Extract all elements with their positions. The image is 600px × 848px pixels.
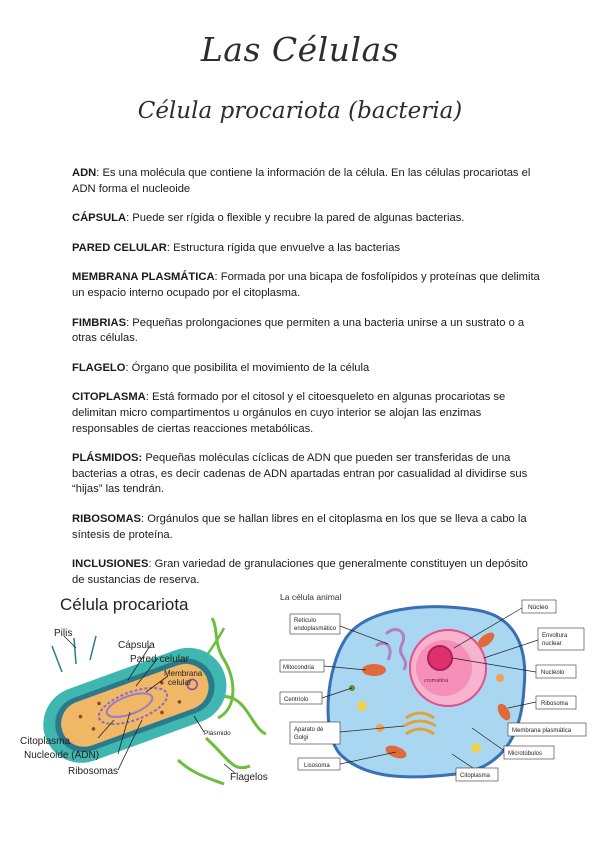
label-envoltura-2: nuclear — [542, 641, 562, 647]
label-ribosomas: Ribosomas — [68, 766, 119, 777]
term: RIBOSOMAS — [72, 512, 141, 525]
term: PARED CELULAR — [72, 241, 167, 254]
prokaryote-diagram — [18, 588, 270, 788]
definition-citoplasma: CITOPLASMA: Está formado por el citosol y el citoesqueleto en algunas procariotas se delimitan micro compartimentos u orgánulos en cuyo interior se alojan las enzimas responsables de ciertas reacciones metabólicas. — [72, 391, 506, 435]
term: ADN — [72, 167, 97, 179]
definition-text: Estructura rígida que envuelve a las bacterias — [170, 241, 401, 254]
pilus — [52, 646, 62, 672]
label-envoltura: Envoltura — [542, 633, 568, 639]
label-membrana-plasmatica: Membrana plasmática — [512, 728, 572, 734]
definition-membrana: MEMBRANA PLASMÁTICA: Formada por una bicapa de fosfolípidos y proteínas que delimita un espacio interno ocupado por el citoplasma. — [72, 271, 540, 299]
vesicle — [496, 674, 504, 682]
page-title: Las Células — [200, 30, 400, 69]
label-cromatina: cromatina — [424, 678, 449, 684]
label-nucleoide: Nucleoide (ADN) — [24, 750, 100, 761]
label-lisosoma: Lisosoma — [304, 763, 330, 769]
label-mitocondria: Mitocondria — [283, 665, 315, 671]
term: FLAGELO — [72, 361, 126, 374]
definition-pared: PARED CELULAR: Estructura rígida que envuelve a las bacterias — [72, 241, 401, 254]
lysosome — [471, 743, 481, 753]
label-plasmido: Plásmido — [204, 730, 231, 737]
label-membrana: Membrana — [164, 669, 203, 678]
pilus — [74, 638, 76, 664]
definition-flagelo: FLAGELO: Órgano que posibilita el movimiento de la célula — [72, 361, 370, 374]
definition-text: Órgano que posibilita el movimiento de la célula — [128, 361, 370, 374]
definition-text: Gran variedad de granulaciones que generalmente constituyen un depósito de sustancias de reserva. — [72, 558, 528, 586]
definitions-list — [72, 166, 540, 602]
label-pared-celular: Pared celular — [130, 654, 189, 665]
lysosome — [357, 701, 367, 711]
definition-text: Pequeñas moléculas cíclicas de ADN que pueden ser transferidas de una bacterias a otras, es decir cadenas de ADN apartadas entran por casualidad al dividirse sus “hijas” las tendrán. — [72, 452, 528, 496]
term: INCLUSIONES — [72, 558, 149, 571]
term: FIMBRIAS — [72, 316, 127, 329]
label-nucleolo: Nucléolo — [541, 670, 565, 676]
label-golgi: Aparato de — [294, 727, 324, 733]
label-flagelos: Flagelos — [230, 772, 268, 783]
label-citoplasma: Citoplasma — [20, 736, 71, 747]
definition-text: Formada por una bicapa de fosfolípidos y proteínas que delimita un espacio interno ocupado por el citoplasma. — [72, 271, 540, 299]
label-citoplasma-animal: Citoplasma — [460, 773, 491, 779]
label-membrana-2: celular — [168, 678, 192, 687]
definition-adn: ADN: Es una molécula que contiene la información de la célula. En las células procariotas el ADN forma el nucleoide — [72, 167, 531, 195]
figure-title: La célula animal — [280, 592, 342, 602]
definition-text: Pequeñas prolongaciones que permiten a una bacteria unirse a un sustrato o a otras células. — [72, 316, 525, 345]
definition-text: Puede ser rígida o flexible y recubre la pared de algunas bacterias. — [129, 212, 465, 225]
page-subtitle: Célula procariota (bacteria) — [137, 98, 463, 124]
definition-capsula: CÁPSULA: Puede ser rígida o flexible y recubre la pared de algunas bacterias. — [72, 212, 465, 225]
label-reticulo: Retículo — [294, 618, 317, 624]
flagellum — [178, 760, 224, 784]
nucleolus — [428, 646, 452, 670]
label-golgi-2: Golgi — [294, 735, 309, 741]
label-reticulo-2: endoplasmático — [294, 626, 337, 632]
pilus — [90, 636, 96, 660]
definition-inclusiones: INCLUSIONES: Gran variedad de granulaciones que generalmente constituyen un depósito de sustancias de reserva. — [72, 558, 528, 586]
term: CÁPSULA — [72, 212, 127, 225]
definition-ribosomas: RIBOSOMAS: Orgánulos que se hallan libres en el citoplasma en los que se lleva a cabo la síntesis de proteína. — [72, 512, 527, 541]
term: PLÁSMIDOS: — [72, 452, 143, 465]
label-nucleo: Núcleo — [528, 604, 549, 611]
label-pilis: Pilis — [54, 628, 73, 639]
label-centriolo: Centríolo — [284, 697, 309, 703]
label-capsula: Cápsula — [118, 640, 155, 651]
definition-fimbrias: FIMBRIAS: Pequeñas prolongaciones que permiten a una bacteria unirse a un sustrato o a otras células. — [72, 316, 525, 345]
animal-cell-diagram — [276, 588, 588, 788]
flagellum — [206, 738, 250, 768]
definition-text: Está formado por el citosol y el citoesqueleto en algunas procariotas se delimitan micro compartimentos u orgánulos en cuyo interior se alojan las enzimas responsables de ciertas reacciones metabólicas. — [72, 391, 506, 435]
label-ribosoma: Ribosoma — [541, 701, 569, 707]
definition-plasmidos — [72, 451, 540, 498]
definition-text: Orgánulos que se hallan libres en el citoplasma en los que se lleva a cabo la síntesis de proteína. — [72, 512, 527, 541]
label-microtubulos: Microtúbulos — [508, 751, 543, 757]
term: MEMBRANA PLASMÁTICA — [72, 271, 215, 284]
figure-title: Célula procariota — [60, 595, 189, 614]
term: CITOPLASMA — [72, 391, 146, 404]
definition-text: Es una molécula que contiene la información de la célula. En las células procariotas el ADN forma el nucleoide — [72, 167, 531, 195]
